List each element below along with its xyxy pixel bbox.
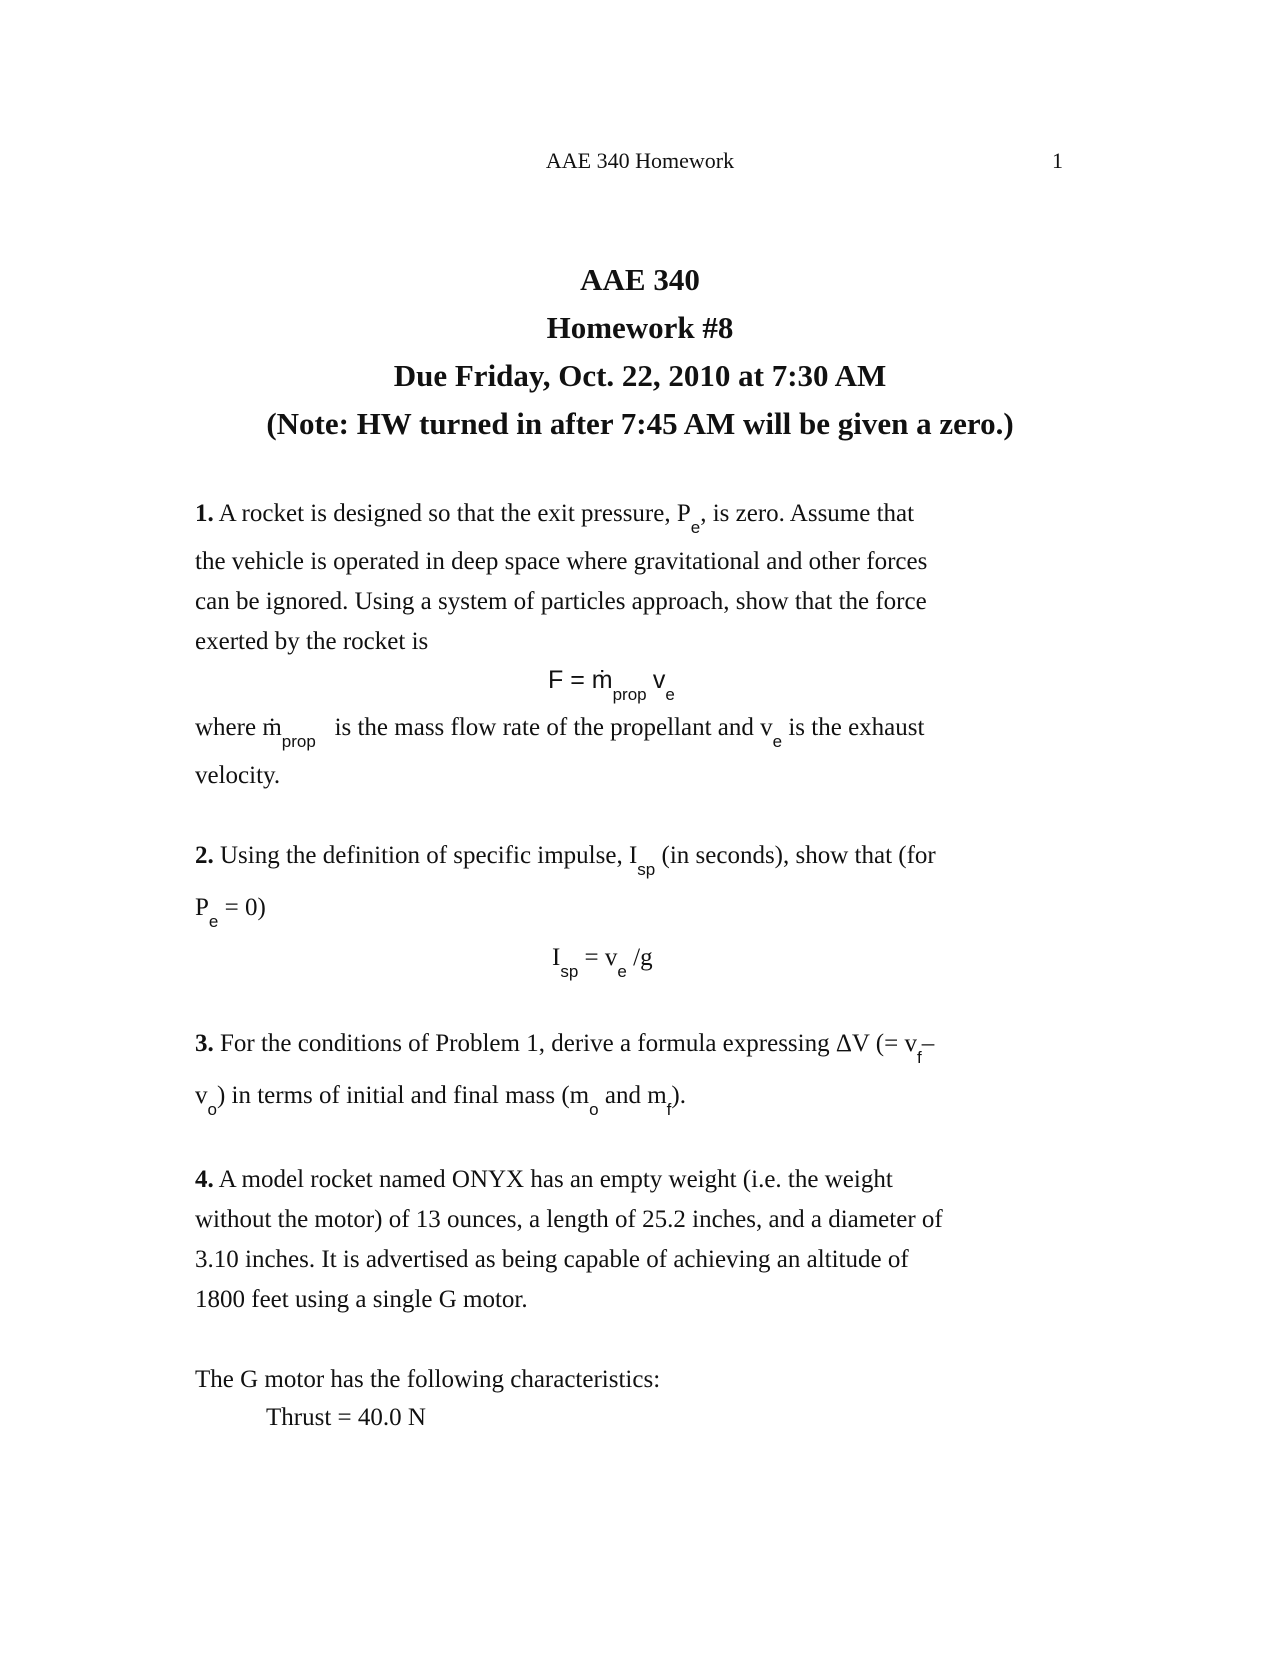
late-note: (Note: HW turned in after 7:45 AM will be given a zero.) [266,406,1014,441]
page-number: 1 [1052,148,1063,173]
problem-4-line-1: 4. A model rocket named ONYX has an empty weight (i.e. the weight [195,1166,893,1193]
problem-1-line-3: can be ignored. Using a system of particles approach, show that the force [195,588,927,615]
problem-4-line-3: 3.10 inches. It is advertised as being capable of achieving an altitude of [195,1246,909,1273]
problem-3-line-2: $v_o$) in terms of initial and final mass ($m_o$ and $m_f$). [195,1082,686,1119]
problem-1-line-4: exerted by the rocket is [195,628,429,655]
problem-4-line-2: without the motor) of 13 ounces, a length of 25.2 inches, and a diameter of [195,1206,943,1233]
problem-2-number: 2. [195,842,214,869]
problem-4-number: 4. [195,1166,214,1193]
problem-1-number: 1. [195,500,214,527]
problem-2-line-1: 2. Using the definition of specific impulse, $I_{sp}$ (in seconds), show that (for [195,842,936,879]
problem-3-number: 3. [195,1030,214,1057]
problem-4-line-4: 1800 feet using a single G motor. [195,1286,528,1313]
problem-2-line-2: $P_e = 0$) [195,894,266,931]
running-header: AAE 340 Homework [545,148,735,173]
problem-1-line-1: 1. A rocket is designed so that the exit pressure, $P_e$, is zero. Assume that [195,500,915,537]
due-date: Due Friday, Oct. 22, 2010 at 7:30 AM [393,358,887,393]
thrust-equation: F = ṁ$_{prop}$ $v_e$ [548,666,675,704]
assignment-title: Homework #8 [546,310,734,345]
isp-equation: $I_{sp} = v_e$ /g [552,944,653,981]
problem-1-line-2: the vehicle is operated in deep space where gravitational and other forces [195,548,928,575]
problem-3-line-1: 3. For the conditions of Problem 1, derive a formula expressing ΔV (= $v_f-$ [195,1030,935,1067]
problem-1-where-line: where ṁ$_{prop}$ is the mass flow rate of the propellant and $v_e$ is the exhaust [195,714,925,751]
motor-thrust: Thrust = 40.0 N [266,1404,426,1431]
motor-intro: The G motor has the following characteristics: [195,1366,661,1393]
problem-1-line-7: velocity. [195,762,281,789]
course-title: AAE 340 [580,262,700,297]
